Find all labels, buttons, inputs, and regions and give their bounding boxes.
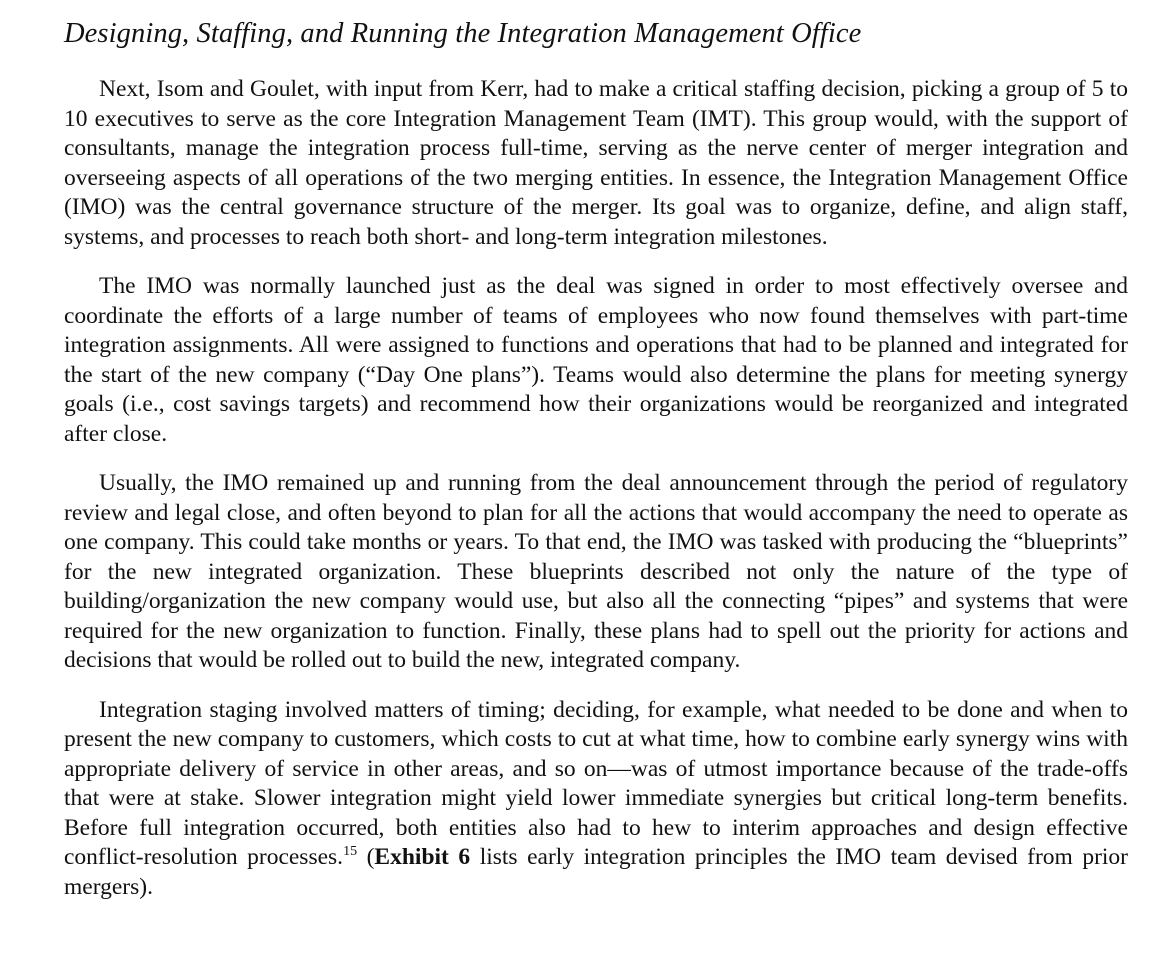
paragraph-imo-launch: The IMO was normally launched just as the deal was signed in order to most effectively oversee and coordinate the efforts of a large number of teams of employees who now found themselves with part-time integration assignments. All were assigned to functions and operations that had to be planned and integrated for the start of the new company (“Day One plans”). Teams would also determine the plans for meeting synergy goals (i.e., cost savings targets) and recommend how their organizations would be reorganized and integrated after close. xyxy=(64,273,1128,447)
staging-tail: lists early integration principles the IMO team devised from prior mergers). xyxy=(64,844,1129,900)
paragraph-imo-blueprints: Usually, the IMO remained up and running from the deal announcement through the period of regulatory review and legal close, and often beyond to plan for all the actions that would accompany the need to operate as one company. This could take months or years. To that end, the IMO was tasked with producing the “blueprints” for the new integrated organization. These blueprints described not only the nature of the type of building/organization the new company would use, but also all the connecting “pipes” and systems that were required for the new organization to function. Finally, these plans had to spell out the priority for actions and decisions that would be rolled out to build the new, integrated company. xyxy=(64,470,1128,673)
paragraph-integration-staging xyxy=(64,696,1128,903)
footnote-marker: 15 xyxy=(343,844,358,859)
exhibit-reference: Exhibit 6 xyxy=(374,844,471,870)
staging-text: Integration staging involved matters of timing; deciding, for example, what needed to be done and when to present the new company to customers, which costs to cut at what time, how to combine early synergy wins with appropriate delivery of service in other areas, and so on—was of utmost importance because of the trade-offs that were at stake. Slower integration might yield lower immediate synergies but critical long-term benefits. Before full integration occurred, both entities also had to hew to interim approaches and design effective conflict-resolution processes. xyxy=(64,696,1128,870)
paren-open: ( xyxy=(357,844,375,870)
paragraph-imt-staffing: Next, Isom and Goulet, with input from Kerr, had to make a critical staffing decision, picking a group of 5 to 10 executives to serve as the core Integration Management Team (IMT). This group would, with the support of consultants, manage the integration process full-time, serving as the nerve center of merger integration and overseeing aspects of all operations of the two merging entities. In essence, the Integration Management Office (IMO) was the central governance structure of the merger. Its goal was to organize, define, and align staff, systems, and processes to reach both short- and long-term integration milestones. xyxy=(64,76,1128,250)
section-heading: Designing, Staffing, and Running the Integration Management Office xyxy=(64,18,862,49)
